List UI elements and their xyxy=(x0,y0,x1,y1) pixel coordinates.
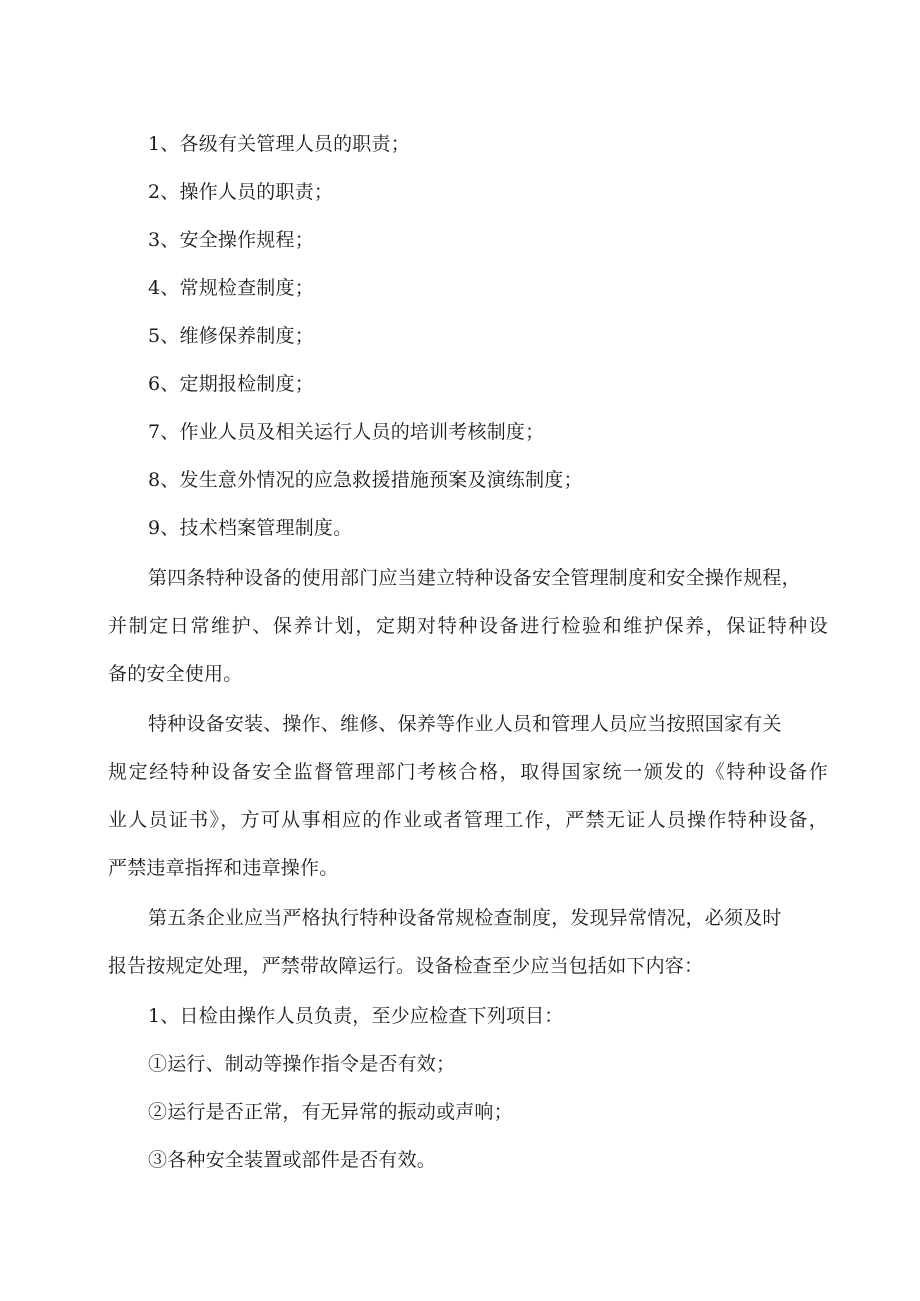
list-item-4: 4、常规检查制度； xyxy=(148,277,314,299)
article4-line-1: 第四条特种设备的使用部门应当建立特种设备安全管理制度和安全操作规程， xyxy=(148,567,801,589)
list-item-8: 8、发生意外情况的应急救援措施预案及演练制度； xyxy=(148,469,583,491)
list-item-5: 5、维修保养制度； xyxy=(148,325,314,347)
list-item-9: 9、技术档案管理制度。 xyxy=(148,517,353,539)
article4-line-3: 备的安全使用。 xyxy=(108,663,243,685)
list-item-3: 3、安全操作规程； xyxy=(148,229,314,251)
article5-line-2: 报告按规定处理，严禁带故障运行。设备检查至少应当包括如下内容： xyxy=(108,955,704,977)
para2-line-4: 严禁违章指挥和违章操作。 xyxy=(108,857,339,879)
daily-check-item-3: ③各种安全装置或部件是否有效。 xyxy=(148,1149,437,1171)
para2-line-2: 规定经特种设备安全监督管理部门考核合格，取得国家统一颁发的《特种设备作 xyxy=(108,761,828,783)
article4-line-2: 并制定日常维护、保养计划，定期对特种设备进行检验和维护保养，保证特种设 xyxy=(108,615,828,637)
list-item-1: 1、各级有关管理人员的职责； xyxy=(148,133,410,155)
list-item-6: 6、定期报检制度； xyxy=(148,373,314,395)
para2-line-1: 特种设备安装、操作、维修、保养等作业人员和管理人员应当按照国家有关 xyxy=(148,713,782,735)
list-item-7: 7、作业人员及相关运行人员的培训考核制度； xyxy=(148,421,545,443)
para2-line-3: 业人员证书》，方可从事相应的作业或者管理工作，严禁无证人员操作特种设备， xyxy=(108,809,828,831)
daily-check-intro: 1、日检由操作人员负责，至少应检查下列项目： xyxy=(148,1005,564,1027)
daily-check-item-2: ②运行是否正常，有无异常的振动或声响； xyxy=(148,1101,513,1123)
list-item-2: 2、操作人员的职责； xyxy=(148,181,334,203)
daily-check-item-1: ①运行、制动等操作指令是否有效； xyxy=(148,1053,456,1075)
article5-line-1: 第五条企业应当严格执行特种设备常规检查制度，发现异常情况，必须及时 xyxy=(148,907,782,929)
